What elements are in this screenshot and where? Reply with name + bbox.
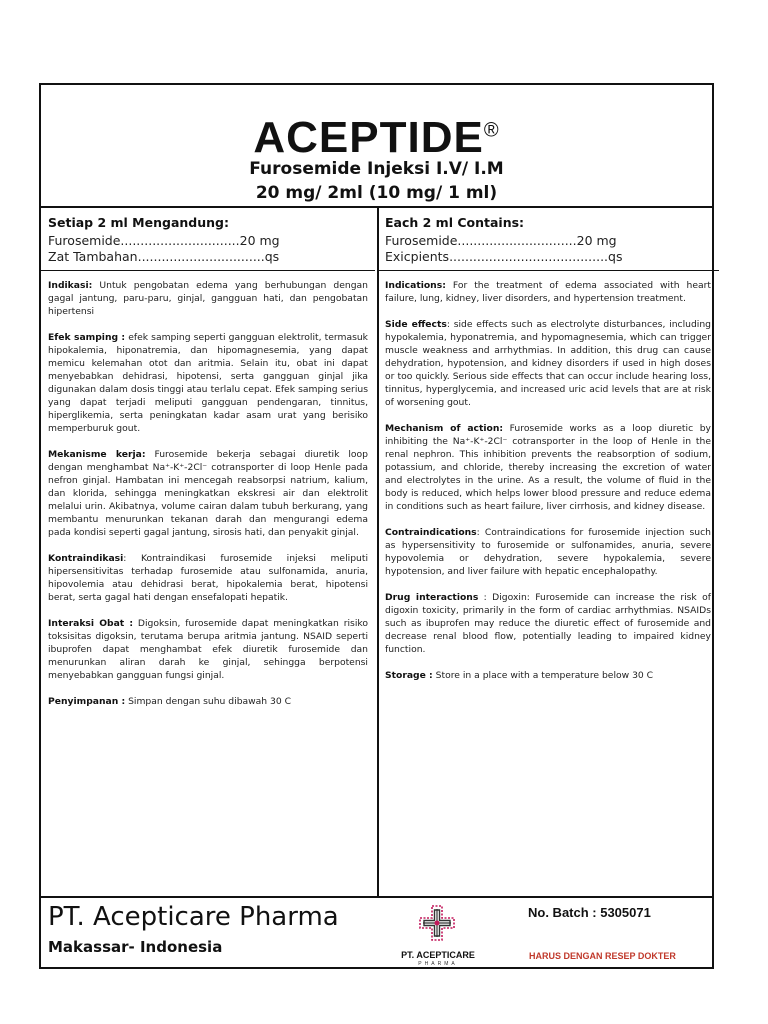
company-city: Makassar- Indonesia (48, 938, 223, 956)
section-interaksi-obat: Interaksi Obat : Digoksin, furosemide dapat meningkatkan risiko toksisitas digoksin, terutama berupa aritmia jantung. NSAID seperti ibuprofen dapat menghambat efek diuretik furosemide dan menurunkan aliran darah ke ginjal, sehingga berpotensi menyebabkan gangguan fungsi ginjal. (48, 618, 369, 681)
composition-divider (41, 270, 375, 271)
section-mechanism: Mechanism of action: Furosemide works as a loop diuretic by inhibiting the Na⁺-K⁺-2Cl⁻ cotransporter in the loop of Henle in the renal nephron. This inhibition prevents the reabsorption of sodium, potassium, and chloride, thereby increasing the excretion of water and electrolytes in the urine. As a result, the volume of fluid in the body is reduced, which helps lower blood pressure and reduce edema in conditions such as heart failure, liver cirrhosis, and kidney disease. (385, 423, 711, 512)
section-indications: Indications: For the treatment of edema associated with heart failure, lung, kidney, liver disorders, and hypertension treatment. (385, 280, 711, 304)
section-mekanisme-kerja: Mekanisme kerja: Furosemide bekerja sebagai diuretik loop dengan menghambat Na⁺-K⁺-2Cl⁻ cotransporter di loop Henle pada nefron ginjal. Hambatan ini mencegah reabsorpsi natrium, kalium, dan klorida, sehingga meningkatkan ekskresi air dan elektrolit melalui urin. Akibatnya, volume cairan dalam tubuh berkurang, yang membantu menurunkan tekanan darah dan mengurangi edema pada kondisi seperti gagal jantung, sirosis hati, dan penyakit ginjal. (48, 449, 368, 538)
brand-title: ACEPTIDE® (253, 113, 500, 162)
product-subtitle: Furosemide Injeksi I.V/ I.M (249, 159, 504, 179)
composition-row: Furosemide..............................20 mg (385, 233, 617, 248)
registered-mark: ® (483, 119, 500, 142)
section-penyimpanan: Penyimpanan : Simpan dengan suhu dibawah 30 C (48, 696, 292, 707)
label-frame (39, 83, 714, 969)
medical-cross-icon (419, 905, 455, 941)
composition-divider (377, 270, 719, 271)
column-english (385, 215, 711, 695)
divider-vertical (377, 206, 379, 896)
section-indikasi: Indikasi: Untuk pengobatan edema yang berhubungan dengan gagal jantung, paru-paru, ginjal, gangguan hati, dan pengobatan hipertensi (48, 280, 368, 317)
section-efek-samping: Efek samping : efek samping seperti gangguan elektrolit, termasuk hipokalemia, hiponatremia, dan hipomagnesemia, yang dapat memicu kelemahan otot dan aritmia. Selain itu, obat ini dapat menyebabkan dehidrasi, hipotensi, serta gangguan ginjal jika digunakan dalam dosis tinggi atau terlalu cepat. Efek samping serius yang dapat terjadi meliputi gangguan pendengaran, tinnitus, hiperglikemia, serta peningkatan kadar asam urat yang berisiko memperburuk gout. (48, 332, 368, 434)
composition-row: Furosemide..............................20 mg (48, 233, 280, 248)
section-storage: Storage : Store in a place with a temperature below 30 C (385, 670, 654, 681)
section-drug-interactions: Drug interactions : Digoxin: Furosemide can increase the risk of digoxin toxicity, primarily in the form of cardiac arrhythmias. NSAIDs such as ibuprofen may reduce the diuretic effect of furosemide and decrease renal blood flow, potentially leading to impaired kidney function. (385, 592, 711, 655)
prescription-notice: HARUS DENGAN RESEP DOKTER (529, 951, 676, 961)
section-kontraindikasi: Kontraindikasi: Kontraindikasi furosemide injeksi meliputi hipersensitivitas terhadap furosemide atau sulfonamida, anuria, hipovolemia atau dehidrasi berat, hipokalemia berat, hipotensi berat, serta gagal hati dengan ensefalopati hepatik. (48, 553, 368, 603)
composition-title: Setiap 2 ml Mengandung: (48, 215, 229, 230)
section-contraindications: Contraindications: Contraindications for furosemide injection such as hypersensitivity to furosemide or sulfonamides, anuria, severe hypovolemia or dehydration, severe hypokalemia, severe hypotension, and liver failure with hepatic encephalopathy. (385, 527, 711, 577)
logo-company-sub: PHARMA (418, 961, 458, 967)
section-side-effects: Side effects: side effects such as electrolyte disturbances, including hypokalemia, hyponatremia, and hypomagnesemia, which can trigger muscle weakness and arrhythmias. In addition, this drug can cause dehydration, hypotension, and kidney disorders if used in high doses or too quickly. Serious side effects that can occur include hearing loss, tinnitus, hyperglycemia, and increased uric acid levels that are at risk of worsening gout. (385, 319, 712, 408)
company-name: PT. Acepticare Pharma (48, 902, 339, 932)
dosage-subtitle: 20 mg/ 2ml (10 mg/ 1 ml) (255, 183, 498, 203)
composition-row: Exicpients........................................qs (385, 249, 623, 264)
batch-number: No. Batch : 5305071 (528, 905, 651, 920)
divider-bottom (41, 896, 712, 898)
logo-company-name: PT. ACEPTICARE (401, 950, 475, 960)
composition-row: Zat Tambahan................................qs (48, 249, 280, 264)
column-indonesian (48, 215, 368, 721)
composition-title: Each 2 ml Contains: (385, 215, 525, 230)
